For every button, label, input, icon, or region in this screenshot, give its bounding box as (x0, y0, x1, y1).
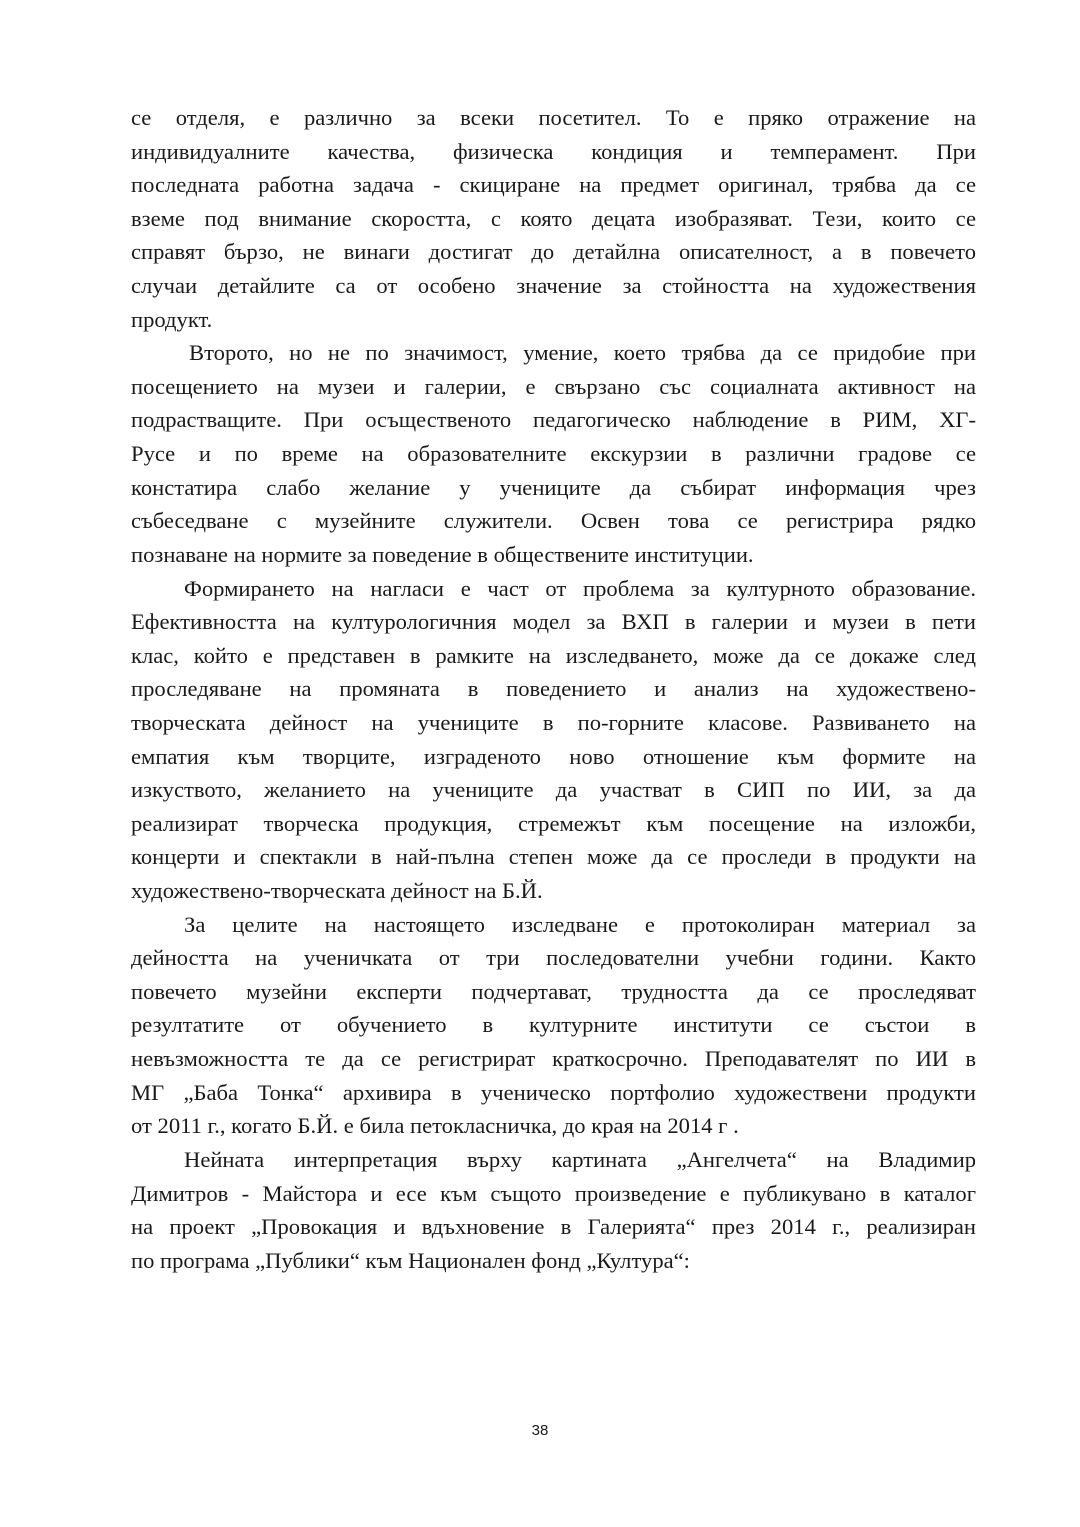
text-line: по програма „Публики“ към Национален фонд „Култура“: (131, 1247, 690, 1273)
text-line: познаване на нормите за поведение в обществените институции. (131, 541, 754, 567)
text-line: художествено-творческата дейност на Б.Й. (131, 878, 543, 904)
text-line: посещението на музеи и галерии, е свързано със социалната активност на (131, 373, 976, 399)
text-line: Нейната интерпретация върху картината „Ангелчета“ на Владимир (184, 1146, 976, 1172)
text-line: реализират творческа продукция, стремежът към посещение на изложби, (131, 810, 976, 836)
text-line: Формирането на нагласи е част от проблема за културното образование. (184, 575, 976, 601)
text-line: резултатите от обучението в културните институти се състои в (131, 1012, 976, 1038)
text-line: вземе под внимание скоростта, с която децата изобразяват. Тези, които се (131, 205, 976, 231)
body-text (131, 101, 976, 1277)
paragraph-4 (131, 908, 976, 1143)
text-line: справят бързо, не винаги достигат до детайлна описателност, а в повечето (131, 239, 976, 265)
text-line: Русе и по време на образователните екскурзии в различни градове се (131, 441, 976, 467)
paragraph-1 (131, 101, 976, 336)
text-line: Второто, но не по значимост, умение, което трябва да се придобие при (189, 340, 976, 366)
text-line: подрастващите. При осъщественото педагогическо наблюдение в РИМ, ХГ- (131, 407, 976, 433)
text-line: проследяване на промяната в поведението и анализ на художествено- (131, 676, 976, 702)
paragraph-3 (131, 572, 976, 908)
text-line: изкуството, желанието на учениците да участват в СИП по ИИ, за да (131, 777, 976, 803)
text-line: дейността на ученичката от три последователни учебни години. Както (131, 945, 976, 971)
text-line: констатира слабо желание у учениците да събират информация чрез (131, 474, 976, 500)
text-line: индивидуалните качества, физическа кондиция и темперамент. При (131, 138, 976, 164)
text-line: Димитров - Майстора и есе към същото произведение е публикувано в каталог (131, 1180, 976, 1206)
text-line: концерти и спектакли в най-пълна степен може да се проследи в продукти на (131, 844, 976, 870)
page-number: 38 (531, 1422, 549, 1439)
text-line: последната работна задача - скициране на предмет оригинал, трябва да се (131, 172, 976, 198)
text-line: на проект „Провокация и вдъхновение в Галерията“ през 2014 г., реализиран (131, 1214, 976, 1240)
paragraph-2 (131, 336, 976, 571)
text-line: повечето музейни експерти подчертават, трудността да се проследяват (131, 978, 976, 1004)
text-line: За целите на настоящето изследване е протоколиран материал за (184, 911, 976, 937)
text-line: събеседване с музейните служители. Освен това се регистрира рядко (131, 508, 976, 534)
text-line: продукт. (131, 306, 213, 332)
text-line: се отделя, е различно за всеки посетител. То е пряко отражение на (131, 105, 976, 130)
text-line: МГ „Баба Тонка“ архивира в ученическо портфолио художествени продукти (131, 1079, 976, 1105)
text-line: творческата дейност на учениците в по-горните класове. Развиването на (131, 709, 976, 735)
text-line: Ефективността на културологичния модел за ВХП в галерии и музеи в пети (131, 609, 976, 635)
text-line: невъзможността те да се регистрират краткосрочно. Преподавателят по ИИ в (131, 1046, 976, 1072)
text-line: от 2011 г., когато Б.Й. е била петокласничка, до края на 2014 г . (131, 1113, 739, 1139)
text-line: емпатия към творците, изграденото ново отношение към формите на (131, 743, 976, 769)
text-line: случаи детайлите са от особено значение за стойността на художествения (131, 273, 976, 299)
text-line: клас, който е представен в рамките на изследването, може да се докаже след (131, 642, 976, 668)
paragraph-5 (131, 1143, 976, 1277)
